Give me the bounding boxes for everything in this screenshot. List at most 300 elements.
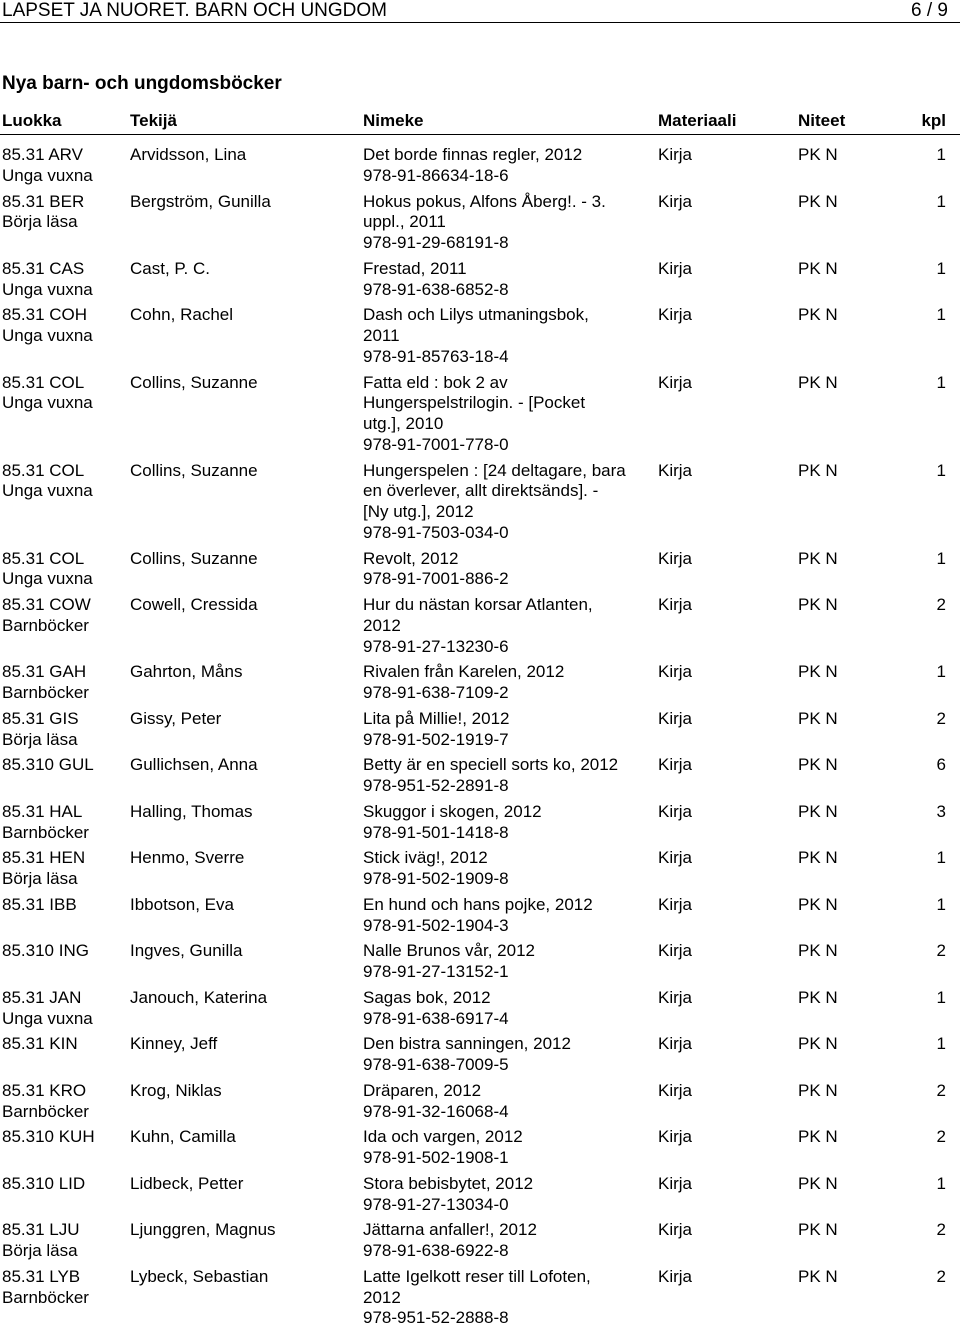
copy-count: 3 — [936, 801, 946, 821]
classification-code: 85.31 KRO — [2, 1080, 87, 1100]
title-line: 978-951-52-2891-8 — [363, 776, 509, 795]
row-niteet — [798, 461, 838, 482]
row-count — [937, 1174, 946, 1195]
classification-code: 85.31 GAH — [2, 662, 87, 682]
row-material — [658, 461, 692, 482]
classification-group: Börja läsa — [2, 729, 78, 749]
row-niteet — [798, 895, 838, 916]
author-name: Lidbeck, Petter — [130, 1173, 244, 1193]
location-code: PK N — [798, 894, 838, 914]
row-niteet — [798, 145, 838, 166]
copy-count: 1 — [936, 662, 946, 682]
location-code: PK N — [798, 372, 838, 392]
title-line: En hund och hans pojke, 2012 — [363, 894, 593, 914]
row-count — [937, 305, 946, 326]
row-author — [130, 895, 360, 916]
author-name: Collins, Suzanne — [130, 372, 258, 392]
material-type: Kirja — [658, 191, 693, 211]
row-classification — [2, 895, 126, 916]
title-line: Hungerspelen : [24 deltagare, bara — [363, 460, 626, 480]
row-material — [658, 895, 692, 916]
author-name: Cast, P. C. — [130, 258, 210, 278]
row-niteet — [798, 259, 838, 280]
title-line: Hokus pokus, Alfons Åberg!. - 3. — [363, 191, 606, 211]
row-count — [937, 145, 946, 166]
title-line: en överlever, allt direktsänds]. - — [363, 481, 599, 501]
col-header-luokka: Luokka — [2, 111, 62, 130]
row-classification — [2, 1220, 126, 1262]
author-name: Lybeck, Sebastian — [130, 1266, 269, 1286]
row-title — [363, 1034, 655, 1076]
row-author — [130, 1267, 360, 1288]
material-type: Kirja — [658, 1080, 693, 1100]
classification-code: 85.31 KIN — [2, 1034, 78, 1054]
location-code: PK N — [798, 755, 838, 775]
row-niteet — [798, 1127, 838, 1148]
material-type: Kirja — [658, 145, 693, 164]
row-title — [363, 1127, 655, 1169]
author-name: Collins, Suzanne — [130, 460, 258, 480]
classification-code: 85.31 HAL — [2, 801, 83, 821]
copy-count: 1 — [936, 191, 946, 211]
location-code: PK N — [798, 708, 838, 728]
title-line: 978-91-638-7109-2 — [363, 683, 509, 702]
title-line: 978-91-29-68191-8 — [363, 233, 509, 252]
row-count — [937, 988, 946, 1009]
classification-code: 85.31 HEN — [2, 848, 86, 868]
classification-group: Börja läsa — [2, 1241, 78, 1260]
classification-code: 85.31 LYB — [2, 1266, 81, 1286]
author-name: Collins, Suzanne — [130, 548, 258, 568]
row-classification — [2, 259, 126, 301]
title-line: 2012 — [363, 1287, 401, 1307]
title-line: 978-91-32-16068-4 — [363, 1101, 509, 1121]
author-name: Cowell, Cressida — [130, 595, 258, 614]
copy-count: 2 — [936, 941, 946, 961]
classification-group: Unga vuxna — [2, 326, 93, 345]
row-classification — [2, 1081, 126, 1123]
title-line: 978-91-501-1418-8 — [363, 822, 509, 842]
classification-code: 85.31 CAS — [2, 258, 85, 278]
row-author — [130, 941, 360, 962]
row-author — [130, 1081, 360, 1102]
row-material — [658, 373, 692, 394]
location-code: PK N — [798, 1127, 838, 1147]
row-author — [130, 755, 360, 776]
classification-code: 85.31 BER — [2, 191, 85, 211]
title-line: uppl., 2011 — [363, 212, 446, 232]
author-name: Gullichsen, Anna — [130, 755, 258, 775]
page-number: 6 / 9 — [911, 0, 948, 21]
title-line: Nalle Brunos vår, 2012 — [363, 941, 535, 961]
row-title — [363, 1174, 655, 1216]
row-count — [937, 1081, 946, 1102]
title-line: 978-91-502-1909-8 — [363, 869, 509, 888]
row-title — [363, 895, 655, 937]
title-line: Det borde finnas regler, 2012 — [363, 145, 583, 164]
row-count — [937, 709, 946, 730]
page-header — [0, 0, 960, 23]
row-title — [363, 595, 655, 657]
title-line: Hur du nästan korsar Atlanten, — [363, 595, 593, 614]
row-material — [658, 145, 692, 166]
row-count — [937, 259, 946, 280]
copy-count: 1 — [936, 258, 946, 278]
row-material — [658, 1220, 692, 1241]
row-niteet — [798, 1220, 838, 1241]
row-author — [130, 461, 360, 482]
title-line: Ida och vargen, 2012 — [363, 1127, 523, 1147]
row-material — [658, 305, 692, 326]
header-title: LAPSET JA NUORET. BARN OCH UNGDOM — [2, 0, 387, 21]
title-line: Revolt, 2012 — [363, 548, 459, 568]
title-line: 978-91-7001-778-0 — [363, 434, 509, 454]
row-author — [130, 595, 360, 616]
row-author — [130, 709, 360, 730]
material-type: Kirja — [658, 662, 693, 682]
row-niteet — [798, 595, 838, 616]
row-author — [130, 848, 360, 869]
classification-code: 85.310 ING — [2, 941, 89, 961]
row-title — [363, 1220, 655, 1262]
author-name: Ibbotson, Eva — [130, 894, 234, 914]
row-classification — [2, 549, 126, 591]
row-classification — [2, 988, 126, 1030]
row-niteet — [798, 848, 838, 869]
classification-code: 85.31 JAN — [2, 987, 82, 1007]
copy-count: 1 — [936, 1034, 946, 1054]
row-author — [130, 305, 360, 326]
section-title: Nya barn- och ungdomsböcker — [2, 73, 282, 94]
material-type: Kirja — [658, 1173, 693, 1193]
col-header-niteet: Niteet — [798, 111, 846, 130]
row-material — [658, 595, 692, 616]
row-niteet — [798, 1081, 838, 1102]
location-code: PK N — [798, 1173, 838, 1193]
location-code: PK N — [798, 801, 838, 821]
title-line: Skuggor i skogen, 2012 — [363, 801, 542, 821]
row-classification — [2, 595, 126, 637]
row-niteet — [798, 941, 838, 962]
title-line: Betty är en speciell sorts ko, 2012 — [363, 755, 619, 775]
row-title — [363, 145, 655, 187]
row-niteet — [798, 709, 838, 730]
title-line: 2012 — [363, 615, 401, 635]
location-code: PK N — [798, 941, 838, 961]
row-title — [363, 709, 655, 751]
material-type: Kirja — [658, 460, 693, 480]
title-line: 978-91-502-1904-3 — [363, 915, 509, 935]
row-material — [658, 192, 692, 213]
row-count — [937, 662, 946, 683]
copy-count: 1 — [936, 372, 946, 392]
row-author — [130, 549, 360, 570]
title-line: 978-91-27-13034-0 — [363, 1194, 509, 1214]
row-count — [937, 1267, 946, 1288]
row-material — [658, 755, 692, 776]
row-title — [363, 1267, 655, 1329]
title-line: Sagas bok, 2012 — [363, 987, 491, 1007]
row-niteet — [798, 1267, 838, 1288]
row-niteet — [798, 192, 838, 213]
author-name: Kuhn, Camilla — [130, 1127, 236, 1147]
row-material — [658, 802, 692, 823]
row-material — [658, 549, 692, 570]
classification-group: Unga vuxna — [2, 569, 93, 589]
row-count — [937, 755, 946, 776]
title-line: Stick iväg!, 2012 — [363, 848, 488, 868]
author-name: Krog, Niklas — [130, 1080, 222, 1100]
location-code: PK N — [798, 145, 838, 164]
copy-count: 1 — [936, 548, 946, 568]
row-author — [130, 373, 360, 394]
row-count — [937, 595, 946, 616]
title-line: 978-91-85763-18-4 — [363, 346, 509, 366]
row-classification — [2, 709, 126, 751]
row-title — [363, 461, 655, 544]
location-code: PK N — [798, 848, 838, 868]
row-niteet — [798, 549, 838, 570]
row-niteet — [798, 373, 838, 394]
classification-group: Barnböcker — [2, 1287, 89, 1307]
row-title — [363, 305, 655, 367]
location-code: PK N — [798, 662, 838, 682]
row-classification — [2, 802, 126, 844]
title-line: 978-91-86634-18-6 — [363, 165, 509, 185]
copy-count: 1 — [936, 848, 946, 868]
classification-code: 85.31 COH — [2, 305, 88, 325]
classification-group: Unga vuxna — [2, 481, 93, 501]
author-name: Ljunggren, Magnus — [130, 1220, 276, 1240]
row-material — [658, 848, 692, 869]
row-count — [937, 895, 946, 916]
author-name: Janouch, Katerina — [130, 987, 268, 1007]
material-type: Kirja — [658, 1266, 693, 1286]
row-niteet — [798, 305, 838, 326]
material-type: Kirja — [658, 258, 693, 278]
copy-count: 1 — [936, 305, 946, 325]
row-count — [937, 373, 946, 394]
row-title — [363, 373, 655, 456]
row-classification — [2, 662, 126, 704]
row-niteet — [798, 988, 838, 1009]
row-author — [130, 1034, 360, 1055]
row-title — [363, 988, 655, 1030]
copy-count: 1 — [936, 987, 946, 1007]
classification-group: Unga vuxna — [2, 165, 93, 185]
title-line: 978-91-7503-034-0 — [363, 522, 509, 542]
row-classification — [2, 461, 126, 503]
title-line: 978-91-502-1908-1 — [363, 1148, 509, 1167]
row-material — [658, 988, 692, 1009]
classification-group: Barnböcker — [2, 615, 89, 635]
row-author — [130, 988, 360, 1009]
row-material — [658, 941, 692, 962]
row-title — [363, 755, 655, 797]
row-count — [937, 192, 946, 213]
row-count — [937, 1034, 946, 1055]
classification-group: Barnböcker — [2, 822, 89, 842]
row-material — [658, 1127, 692, 1148]
classification-code: 85.31 ARV — [2, 145, 83, 164]
classification-code: 85.31 COL — [2, 548, 85, 568]
classification-code: 85.31 COL — [2, 460, 85, 480]
title-line: 978-91-638-6917-4 — [363, 1008, 509, 1028]
author-name: Cohn, Rachel — [130, 305, 234, 325]
title-line: Stora bebisbytet, 2012 — [363, 1173, 534, 1193]
row-niteet — [798, 662, 838, 683]
classification-group: Unga vuxna — [2, 1008, 93, 1028]
row-count — [937, 1220, 946, 1241]
row-count — [937, 941, 946, 962]
classification-code: 85.31 LJU — [2, 1220, 80, 1240]
row-classification — [2, 1127, 126, 1148]
title-line: 978-91-638-6922-8 — [363, 1241, 509, 1260]
title-line: 978-91-7001-886-2 — [363, 569, 509, 589]
classification-code: 85.310 LID — [2, 1173, 86, 1193]
row-material — [658, 662, 692, 683]
row-material — [658, 259, 692, 280]
col-header-nimeke: Nimeke — [363, 111, 424, 130]
title-line: Latte Igelkott reser till Lofoten, — [363, 1266, 591, 1286]
title-line: 978-91-638-6852-8 — [363, 279, 509, 299]
row-niteet — [798, 1034, 838, 1055]
author-name: Halling, Thomas — [130, 801, 253, 821]
author-name: Kinney, Jeff — [130, 1034, 218, 1054]
row-author — [130, 1174, 360, 1195]
row-count — [937, 549, 946, 570]
row-title — [363, 662, 655, 704]
row-classification — [2, 755, 126, 776]
classification-code: 85.31 GIS — [2, 708, 79, 728]
title-line: 978-91-27-13230-6 — [363, 636, 509, 656]
title-line: Den bistra sanningen, 2012 — [363, 1034, 571, 1054]
row-niteet — [798, 802, 838, 823]
row-count — [937, 848, 946, 869]
classification-group: Barnböcker — [2, 1101, 89, 1121]
row-count — [937, 1127, 946, 1148]
row-author — [130, 1220, 360, 1241]
material-type: Kirja — [658, 894, 693, 914]
copy-count: 2 — [936, 595, 946, 614]
location-code: PK N — [798, 460, 838, 480]
row-author — [130, 662, 360, 683]
material-type: Kirja — [658, 1034, 693, 1054]
copy-count: 1 — [936, 460, 946, 480]
title-line: 978-91-502-1919-7 — [363, 729, 509, 749]
classification-code: 85.310 GUL — [2, 755, 94, 775]
copy-count: 2 — [936, 1080, 946, 1100]
author-name: Bergström, Gunilla — [130, 191, 271, 211]
row-title — [363, 941, 655, 983]
copy-count: 1 — [936, 145, 946, 164]
row-classification — [2, 145, 126, 187]
title-line: Dash och Lilys utmaningsbok, — [363, 305, 589, 325]
row-classification — [2, 848, 126, 890]
location-code: PK N — [798, 1034, 838, 1054]
title-line: Dräparen, 2012 — [363, 1080, 482, 1100]
row-classification — [2, 941, 126, 962]
row-classification — [2, 192, 126, 234]
classification-group: Börja läsa — [2, 212, 78, 232]
material-type: Kirja — [658, 755, 693, 775]
title-line: Hungerspelstrilogin. - [Pocket — [363, 393, 586, 413]
author-name: Gahrton, Måns — [130, 662, 243, 682]
material-type: Kirja — [658, 1127, 693, 1147]
row-classification — [2, 1034, 126, 1055]
title-line: 978-91-638-7009-5 — [363, 1055, 509, 1074]
author-name: Arvidsson, Lina — [130, 145, 247, 164]
classification-group: Barnböcker — [2, 683, 89, 702]
header-divider — [0, 134, 960, 135]
row-niteet — [798, 755, 838, 776]
row-material — [658, 709, 692, 730]
row-material — [658, 1034, 692, 1055]
row-classification — [2, 1174, 126, 1195]
row-title — [363, 549, 655, 591]
row-title — [363, 848, 655, 890]
material-type: Kirja — [658, 548, 693, 568]
material-type: Kirja — [658, 708, 693, 728]
copy-count: 6 — [936, 755, 946, 775]
location-code: PK N — [798, 548, 838, 568]
copy-count: 2 — [936, 1220, 946, 1240]
title-line: Fatta eld : bok 2 av — [363, 372, 508, 392]
row-author — [130, 259, 360, 280]
classification-group: Unga vuxna — [2, 279, 93, 299]
material-type: Kirja — [658, 372, 693, 392]
copy-count: 2 — [936, 1266, 946, 1286]
location-code: PK N — [798, 987, 838, 1007]
author-name: Gissy, Peter — [130, 708, 222, 728]
title-line: Jättarna anfaller!, 2012 — [363, 1220, 537, 1240]
location-code: PK N — [798, 258, 838, 278]
title-line: 2011 — [363, 326, 400, 345]
copy-count: 2 — [936, 708, 946, 728]
location-code: PK N — [798, 595, 838, 614]
row-title — [363, 192, 655, 254]
classification-code: 85.310 KUH — [2, 1127, 95, 1147]
author-name: Ingves, Gunilla — [130, 941, 243, 961]
row-classification — [2, 1267, 126, 1309]
row-count — [937, 461, 946, 482]
row-title — [363, 259, 655, 301]
row-count — [937, 802, 946, 823]
copy-count: 1 — [936, 894, 946, 914]
row-author — [130, 145, 360, 166]
copy-count: 1 — [936, 1173, 946, 1193]
row-classification — [2, 305, 126, 347]
classification-group: Unga vuxna — [2, 393, 93, 413]
col-header-materiaali: Materiaali — [658, 111, 737, 130]
row-title — [363, 802, 655, 844]
col-header-kpl: kpl — [921, 111, 946, 130]
row-author — [130, 192, 360, 213]
title-line: 978-91-27-13152-1 — [363, 962, 509, 981]
material-type: Kirja — [658, 801, 693, 821]
col-header-tekija: Tekijä — [130, 111, 177, 130]
title-line: [Ny utg.], 2012 — [363, 502, 474, 521]
material-type: Kirja — [658, 848, 693, 868]
row-niteet — [798, 1174, 838, 1195]
location-code: PK N — [798, 1080, 838, 1100]
author-name: Henmo, Sverre — [130, 848, 245, 868]
row-material — [658, 1174, 692, 1195]
material-type: Kirja — [658, 305, 693, 325]
material-type: Kirja — [658, 987, 693, 1007]
location-code: PK N — [798, 1266, 838, 1286]
classification-code: 85.31 COW — [2, 595, 91, 614]
